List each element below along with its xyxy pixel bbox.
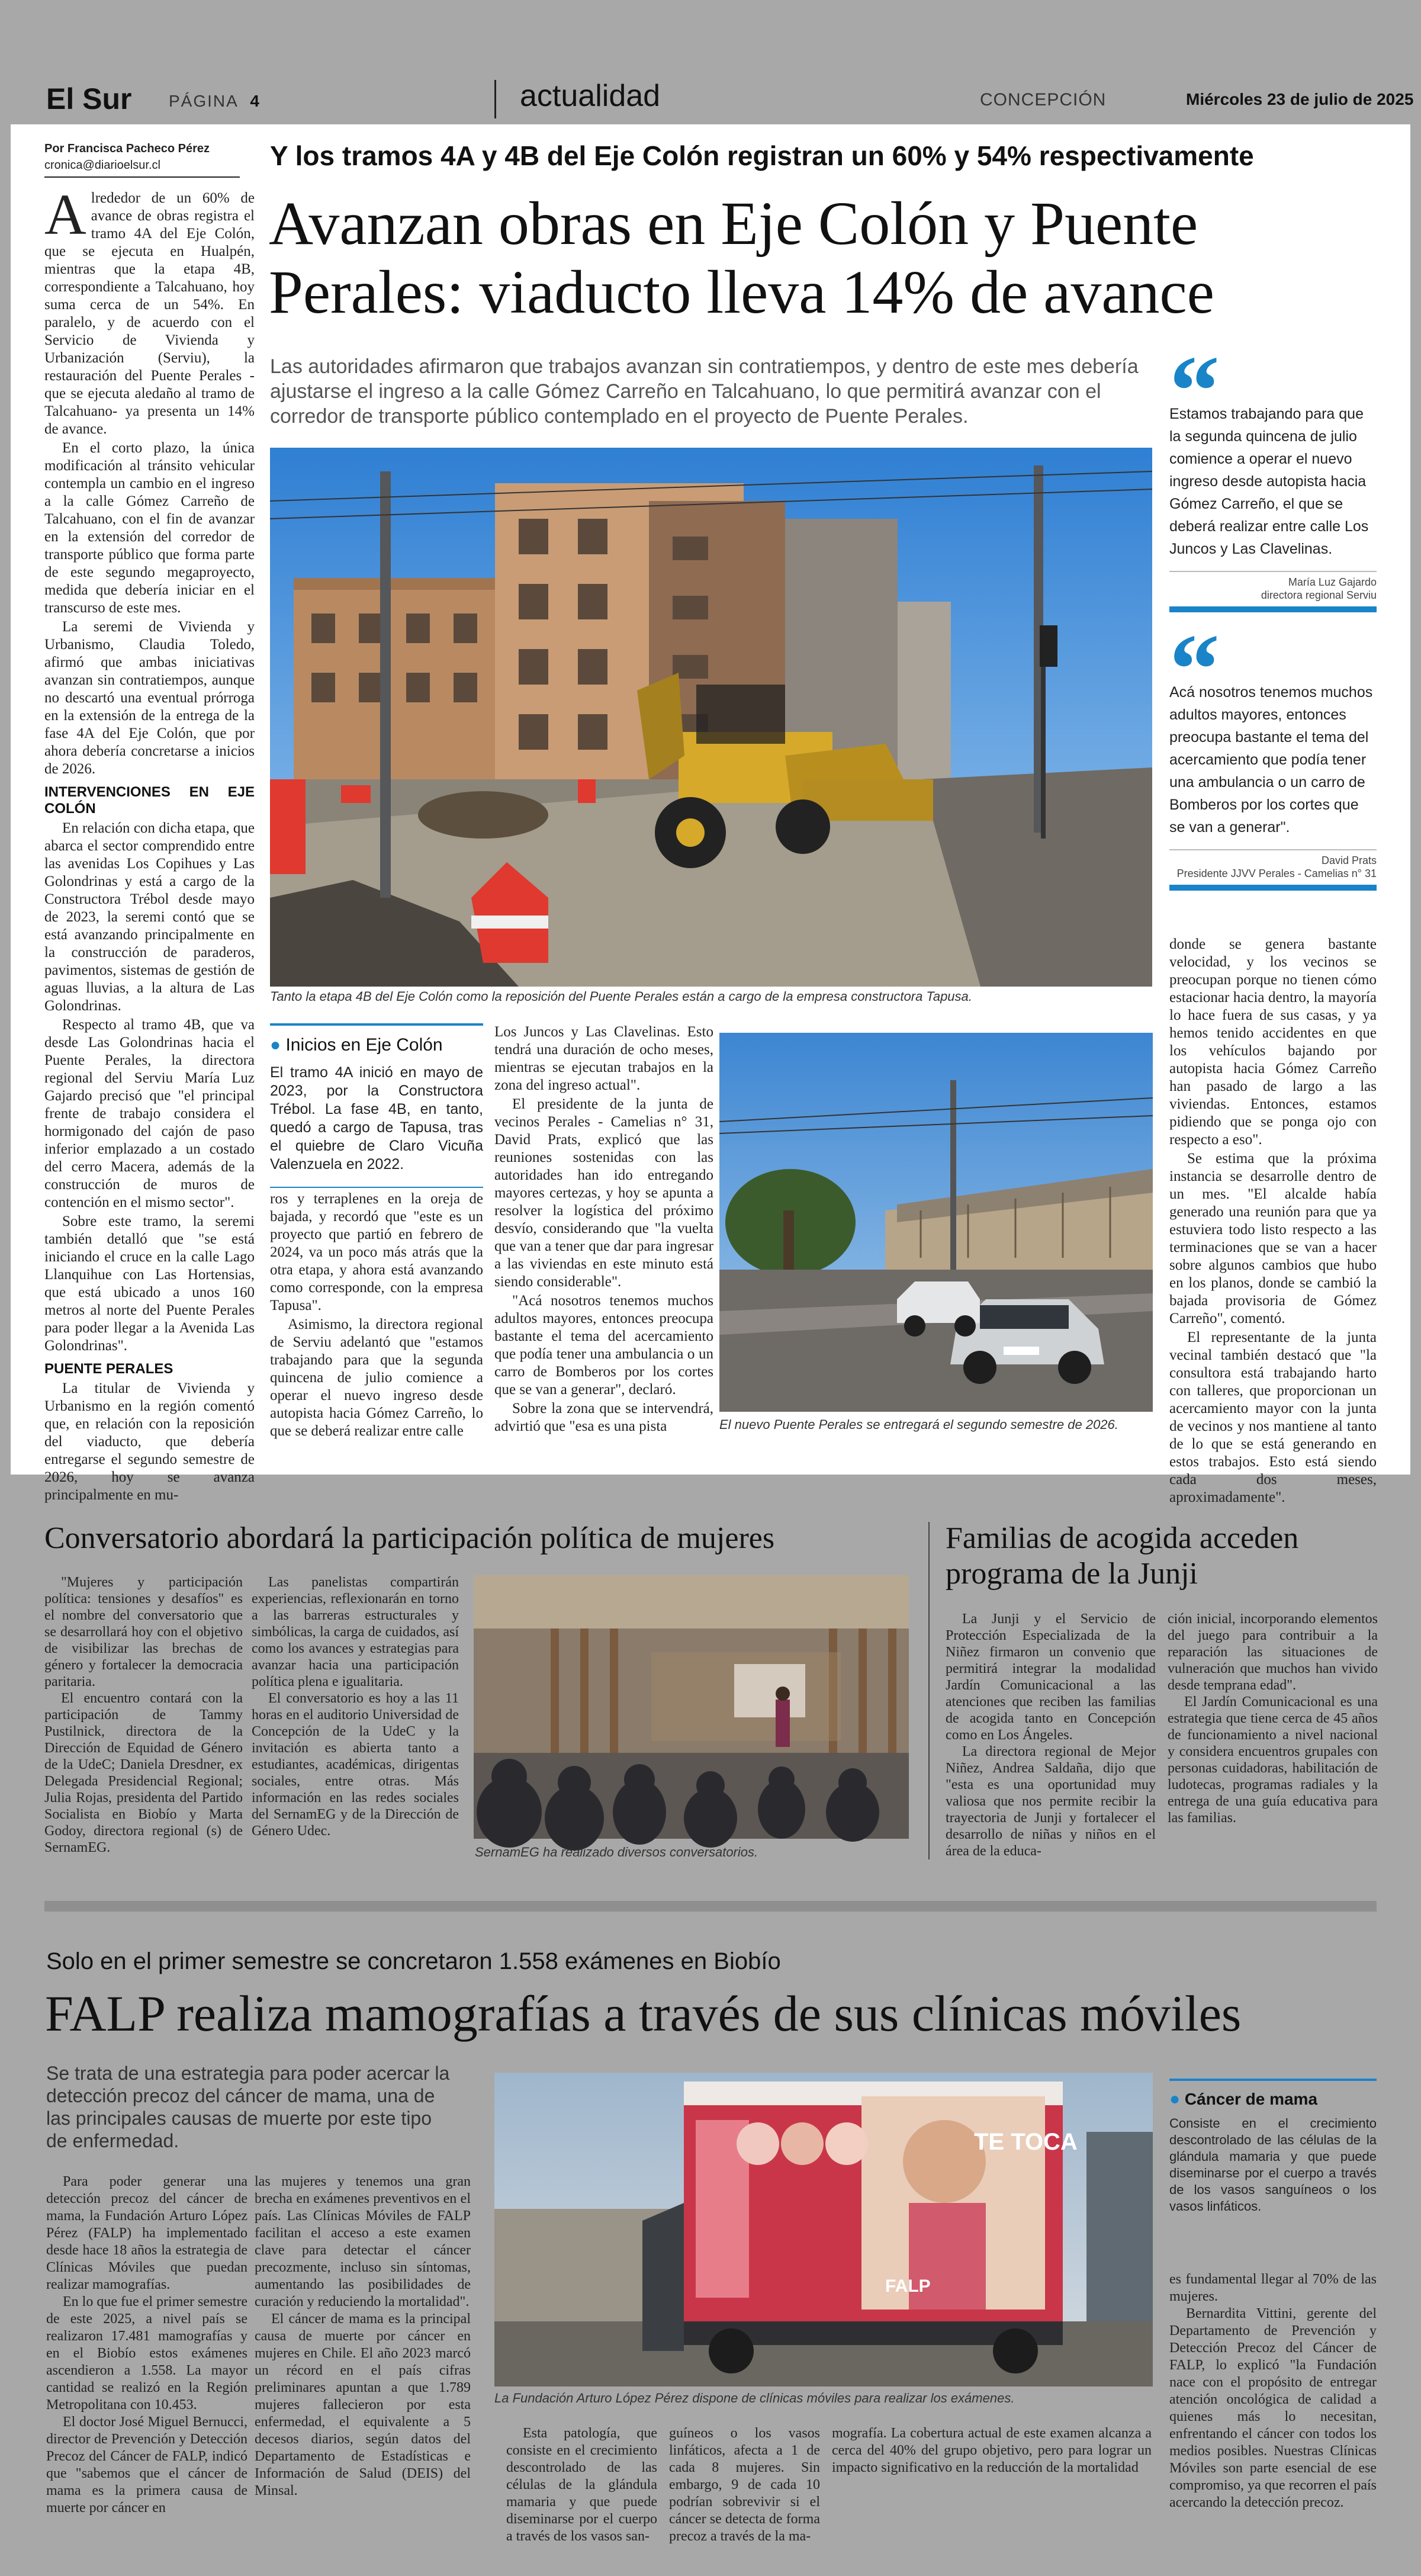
info-box-title: Cáncer de mama (1184, 2090, 1318, 2108)
pull-quote-name: María Luz Gajardo (1288, 576, 1377, 588)
byline-divider (44, 176, 240, 178)
article2-paragraph: Las panelistas compartirán experiencias, reflexionarán en torno a las barreras estructurales y simbólicas, la carga de cuidados, así como los avances y estrategias para avanzar hacia una participación política plena e igualitaria. (252, 1575, 459, 1690)
truck-sign: TE TOCA (974, 2129, 1078, 2155)
article4-column-1 (46, 2173, 247, 2552)
bridge-photo (719, 1033, 1153, 1412)
construction-photo-caption: Tanto la etapa 4B del Eje Colón como la reposición del Puente Perales están a cargo de la empresa constructora Tapusa. (270, 989, 972, 1004)
article3-paragraph: ción inicial, incorporando elementos del juego para contribuir a la reparación las situaciones de vulneración que muchos han vivido desde temprana edad". (1168, 1611, 1378, 1693)
byline: Por Francisca Pacheco Pérez (44, 142, 210, 155)
conversatorio-photo-caption: SernamEG ha realizado diversos conversatorios. (475, 1845, 758, 1859)
article4-paragraph: guíneos o los vasos linfáticos, afecta a 1 de cada 8 mujeres. Sin embargo, 9 de cada 10 podrían sobrevivir si el cáncer se detecta de forma precoz a través de la ma- (669, 2426, 820, 2544)
article1-paragraph: En relación con dicha etapa, que abarca el sector comprendido entre las avenidas Los Copihues y Las Golondrinas y está a cargo de la Constructora Trébol desde mayo de 2023, la seremi contó que se está avanzando principalmente en la construcción de paraderos, pavimentos, sistemas de gestión de aguas lluvias, a la altura de Las Golondrinas. (44, 820, 255, 1014)
article2-headline: Conversatorio abordará la participación política de mujeres (44, 1521, 775, 1555)
article3-column-1 (946, 1611, 1156, 1871)
article3-paragraph: La directora regional de Mejor Niñez, Andrea Saldaña, dijo que "esta es una oportunidad muy valiosa que nos permite recibir la trayectoria de Junji y fortalecer el desarrollo de niñas y niños en el área de la educa- (946, 1744, 1156, 1859)
quote-mark-icon: “ (1169, 614, 1220, 725)
bridge-photo-caption: El nuevo Puente Perales se entregará el segundo semestre de 2026. (719, 1417, 1118, 1432)
page-indicator (169, 92, 261, 111)
bullet-icon: ● (1169, 2089, 1181, 2109)
article4-paragraph: es fundamental llegar al 70% de las mujeres. (1169, 2272, 1377, 2304)
truck-brand: FALP (885, 2276, 931, 2296)
section-separator (44, 1901, 1377, 1912)
article4-column-6 (1169, 2271, 1377, 2561)
article2-paragraph: "Mujeres y participación política: tensiones y desafíos" es el nombre del conversatorio que se desarrollará hoy con el objetivo de visibilizar las brechas de género y fortalecer la democracia paritaria. (44, 1575, 243, 1690)
pull-quote-rule (1169, 606, 1377, 612)
article4-paragraph: Bernardita Vittini, gerente del Departamento de Prevención y Detección Precoz del Cáncer de FALP, lo explicó "la Fundación nace con el propósito de entregar atención oncológica de calidad a quienes más lo necesitan, enfrentando el cáncer con todos los medios posibles. Nuestras Clínicas Móviles son parte esencial de ese compromiso, ya que recorren el país acercando la detección precoz. (1169, 2306, 1377, 2510)
article1-paragraph: El representante de la junta vecinal también destacó que "la consultora está trabajando harto con talleres, que proporcionan un acercamiento mayor con la junta de vecinos y nos mantiene al tanto de lo que se está generando en estos trabajos. Esto está siendo cada dos meses, aproximadamente". (1169, 1329, 1377, 1505)
article3-paragraph: El Jardín Comunicacional es una estrategia que tiene cerca de 45 años de funcionamiento a nivel nacional y considera encuentros grupales con personas cuidadoras, habilitación de ludotecas, programas radiales y la entrega de una guía educativa para las familias. (1168, 1694, 1378, 1826)
article1-headline: Avanzan obras en Eje Colón y Puente Perales: viaducto lleva 14% de avance (269, 189, 1214, 326)
header-divider (494, 80, 496, 118)
info-box-title: Inicios en Eje Colón (285, 1035, 443, 1055)
article1-paragraph: En el corto plazo, la única modificación al tránsito vehicular contempla un cambio en el ingreso a la calle Gómez Carreño de Talcahuano, con el fin de avanzar en la extensión del corredor de transporte público que forma parte de este segundo megaproyecto, medida que debería iniciar en el transcurso de este mes. (44, 440, 255, 616)
article1-paragraph: La seremi de Vivienda y Urbanismo, Claudia Toledo, afirmó que ambas iniciativas avanzan sin contratiempos, aunque no descartó una eventual prórroga en la extensión de la entrega de la fase 4A del Eje Colón, que por ahora debería concretarse a inicios de 2026. (44, 619, 255, 777)
article1-paragraph: Asimismo, la directora regional de Serviu adelantó que "estamos trabajando para que la segunda quincena de julio comience a operar el nuevo ingreso desde autopista hacia Gómez Carreño, lo que se deberá realizar entre calle (270, 1316, 483, 1439)
article4-column-4 (669, 2425, 820, 2561)
byline-email[interactable]: cronica@diarioelsur.cl (44, 159, 160, 172)
pull-quote-role: Presidente JJVV Perales - Camelias n° 31 (1176, 868, 1377, 879)
article1-paragraph: La titular de Vivienda y Urbanismo en la región comentó que, en relación con la reposición del viaducto, que debería entregarse el segundo semestre de 2026, hoy se avanza principalmente en mu- (44, 1380, 255, 1503)
article4-paragraph: mografía. La cobertura actual de este examen alcanza a cerca del 40% del grupo objetivo, pero para lograr un impacto significativo en la reducción de la mortalidad (832, 2426, 1152, 2475)
article4-paragraph: El doctor José Miguel Bernucci, director de Prevención y Detección Precoz del Cáncer de FALP, indicó que "sabemos que el cáncer de mama es la primera causa de muerte por cáncer en (46, 2414, 247, 2516)
article3-column-2 (1168, 1611, 1378, 1871)
article4-column-5 (832, 2425, 1152, 2561)
pull-quote-rule (1169, 885, 1377, 891)
pull-quote-text: Estamos trabajando para que la segunda quincena de julio comience a operar el nuevo ingreso desde autopista hacia Gómez Carreño, el que se deberá realizar entre calle Los Juncos y Las Clavelinas. (1169, 406, 1369, 557)
info-box (270, 1023, 483, 1183)
article4-column-3 (506, 2425, 657, 2561)
pull-quote-text: Acá nosotros tenemos muchos adultos mayores, entonces preocupa bastante el tema del acercamiento que podía tener una ambulancia o un carro de Bomberos por los cortes que se van a generar". (1169, 684, 1373, 836)
pull-quote-2 (1169, 614, 1377, 891)
article4-paragraph: El cáncer de mama es la principal causa de muerte por cáncer en mujeres en Chile. El año 2023 marcó un récord en el país cifras preliminares apuntan a que 1.789 mujeres fallecieron por esta enfermedad, el equivalente a 5 decesos diarios, según datos del Departamento de Estadísticas e Información de Salud (DEIS) del Minsal. (255, 2311, 471, 2498)
article1-paragraph: Sobre este tramo, la seremi también detalló que "se está iniciando el cruce en la calle Lago Llanquihue con Las Hortensias, que está ubicado a unos 160 metros al norte del Puente Perales para poder llegar a la Avenida Las Golondrinas". (44, 1213, 255, 1354)
article1-column-2 (270, 1190, 483, 1439)
article1-paragraph: Se estima que la próxima instancia se desarrolle dentro de un mes. "El alcalde había generado una reunión para que ya estuviera todo listo respecto a las terminaciones que se van a hacer sobre algunos cambios que hubo en los planos, donde se cambió la bajada provisoria de Gómez Carreño", comentó. (1169, 1151, 1377, 1326)
info-box-bottom-rule (270, 1187, 483, 1188)
info-box-title-row (1169, 2089, 1377, 2109)
column-divider (928, 1522, 930, 1859)
article4-lede: Se trata de una estrategia para poder acercar la detección precoz del cáncer de mama, una de las principales causas de muerte por este tipo de enfermedad. (46, 2063, 450, 2151)
conversatorio-photo (474, 1575, 909, 1839)
article1-paragraph: Sobre la zona que se intervendrá, advirtió que "esa es una pista (494, 1401, 713, 1434)
dropcap: A (44, 183, 86, 247)
publication-date: Miércoles 23 de julio de 2025 (1186, 90, 1414, 108)
pull-quote-1 (1169, 335, 1377, 612)
quote-mark-icon: “ (1169, 335, 1220, 447)
city-label: CONCEPCIÓN (980, 90, 1107, 110)
pull-quote-divider (1169, 849, 1377, 850)
falp-clinic-photo (494, 2073, 1153, 2387)
article1-paragraph: Respecto al tramo 4B, que va desde Las Golondrinas hacia el Puente Perales, la directora regional del Serviu María Luz Gajardo precisó que "el principal frente de trabajo considera el hormigonado del cajón de paso inferior emplazado a un costado del cerro Macera, además de la construcción de muros de contención en el mismo sector". (44, 1017, 255, 1210)
article1-lede: Las autoridades afirmaron que trabajos avanzan sin contratiempos, y dentro de este mes debería ajustarse el ingreso a la calle Gómez Carreño en Talcahuano, lo que permitirá avanzar con el corredor de transporte público contemplado en el proyecto de Puente Perales. (270, 355, 1139, 428)
newspaper-brand: El Sur (46, 82, 132, 115)
pull-quote-name: David Prats (1321, 855, 1377, 866)
article1-subhead: INTERVENCIONES EN EJE COLÓN (44, 784, 255, 817)
article3-paragraph: La Junji y el Servicio de Protección Especializada de la Niñez firmaron un convenio que permitirá integrar la modalidad Jardín Comunicacional a las atenciones que reciben las familias de acogida tanto en Concepción como en Los Ángeles. (946, 1611, 1156, 1743)
article4-headline: FALP realiza mamografías a través de sus clínicas móviles (45, 1985, 1242, 2042)
info-box-rule (270, 1023, 483, 1026)
article4-paragraph: Esta patología, que consiste en el crecimiento descontrolado de las células de la glándula mamaria y que puede diseminarse por el cuerpo a través de los vasos san- (506, 2426, 657, 2544)
construction-photo (270, 448, 1152, 987)
info-box-text: El tramo 4A inició en mayo de 2023, por la Constructora Trébol. La fase 4B, en tanto, quedó a cargo de Tapusa, tras el quiebre de Claro Vicuña Valenzuela en 2022. (270, 1064, 483, 1173)
article1-column-3 (494, 1023, 713, 1441)
article1-kicker: Y los tramos 4A y 4B del Eje Colón registran un 60% y 54% respectivamente (270, 140, 1254, 171)
article1-paragraph: ros y terraplenes en la oreja de bajada, y recordó que "este es un proyecto que partió en febrero de 2024, va un poco más atrás que la otra etapa, y ahora está avanzando como corresponde, con la empresa Tapusa". (270, 1191, 483, 1313)
bullet-icon: ● (270, 1035, 281, 1055)
article1-paragraph: donde se genera bastante velocidad, y los vecinos se preocupan porque no tienen cómo estacionar hacia dentro, la mayoría lo hace fuera de sus casas, y ya hemos tenido accidentes en que los vehículos bajando por autopista hacia Gómez Carreño han pasado de largo a las viviendas. Entonces, estamos pidiendo que se ponga ojo con respecto a eso". (1169, 936, 1377, 1148)
article1-paragraph: El presidente de la junta de vecinos Perales - Camelias n° 31, David Prats, explicó que las reuniones sostenidas con las autoridades han ido entregando mayores certezas, y hoy se apunta a resolver la logística del próximo desvío, considerando que "la vuelta que van a tener que dar para ingresar a las viviendas en este minuto está siendo considerable". (494, 1096, 713, 1290)
article4-paragraph: En lo que fue el primer semestre de este 2025, a nivel país se realizaron 17.481 mamografías y en el Biobío estos exámenes ascendieron a 1.558. La mayor cantidad se realizó en la Región Metropolitana con 10.453. (46, 2294, 247, 2413)
article4-kicker: Solo en el primer semestre se concretaron 1.558 exámenes en Biobío (46, 1948, 781, 1974)
info-box-title-row (270, 1035, 483, 1055)
section-name: actualidad (520, 79, 661, 113)
article1-paragraph: "Acá nosotros tenemos muchos adultos mayores, entonces preocupa bastante el tema del acercamiento que podía tener una ambulancia o un carro de Bomberos por los cortes que se van a generar", declaró. (494, 1293, 713, 1398)
page-label: PÁGINA (169, 92, 239, 110)
article1-paragraph: Alrededor de un 60% de avance de obras registra el tramo 4A del Eje Colón, que se ejecuta en Hualpén, mientras que la etapa 4B, correspondiente a Talcahuano, hoy suma cerca de un 54%. En paralelo, y de acuerdo con el Servicio de Vivienda y Urbanización (Serviu), la restauración del Puente Perales -que se ejecuta aledaño al tramo de Talcahuano- ya presenta un 14% de avance. (44, 183, 255, 437)
article4-paragraph: Para poder generar una detección precoz del cáncer de mama, la Fundación Arturo López Pérez (FALP) ha implementado desde hace 18 años la estrategia de Clínicas Móviles que puedan realizar mamografías. (46, 2174, 247, 2292)
pull-quote-role: directora regional Serviu (1261, 589, 1377, 601)
article1-column-4 (1169, 936, 1377, 1505)
info-box-rule (1169, 2079, 1377, 2081)
article4-paragraph: las mujeres y tenemos una gran brecha en exámenes preventivos en el país. Las Clínicas Móviles de FALP facilitan el acceso a este examen clave para detectar el cáncer precozmente, incluso sin síntomas, aumentando las posibilidades de curación y reduciendo la mortalidad". (255, 2174, 471, 2310)
page-number: 4 (250, 92, 261, 110)
pull-quote-divider (1169, 571, 1377, 572)
info-box-text: Consiste en el crecimiento descontrolado de las células de la glándula mamaria y que puede diseminarse por el cuerpo a través de los vasos sanguíneos o los vasos linfáticos. (1169, 2116, 1377, 2214)
article1-subhead: PUENTE PERALES (44, 1361, 173, 1377)
article3-headline: Familias de acogida acceden programa de la Junji (946, 1521, 1299, 1591)
article2-paragraph: El conversatorio es hoy a las 11 horas en el auditorio Universidad de Concepción de la UdeC y la invitación es abierta tanto a estudiantes, académicas, dirigentas sociales, entre otras. Más información en las redes sociales del SernamEG y de la Dirección de Género Udec. (252, 1691, 459, 1839)
article2-column-2 (252, 1574, 459, 1870)
article1-paragraph: Los Juncos y Las Clavelinas. Esto tendrá una duración de ocho meses, mientras se ejecutan trabajos en la zona del ingreso actual". (494, 1024, 713, 1093)
article1-column-1 (44, 183, 255, 1503)
article2-paragraph: El encuentro contará con la participación de Tammy Pustilnick, directora de la Dirección de Equidad de Género de la UdeC; Daniela Dresdner, ex Delegada Presidencial Regional; Julia Rojas, presidenta del Partido Socialista en Biobío y Marta Godoy, directora regional (s) de SernamEG. (44, 1691, 243, 1855)
cancer-info-box (1169, 2079, 1377, 2238)
article4-column-2 (255, 2173, 471, 2552)
falp-photo-caption: La Fundación Arturo López Pérez dispone de clínicas móviles para realizar los exámenes. (494, 2391, 1015, 2405)
article2-column-1 (44, 1574, 243, 1870)
